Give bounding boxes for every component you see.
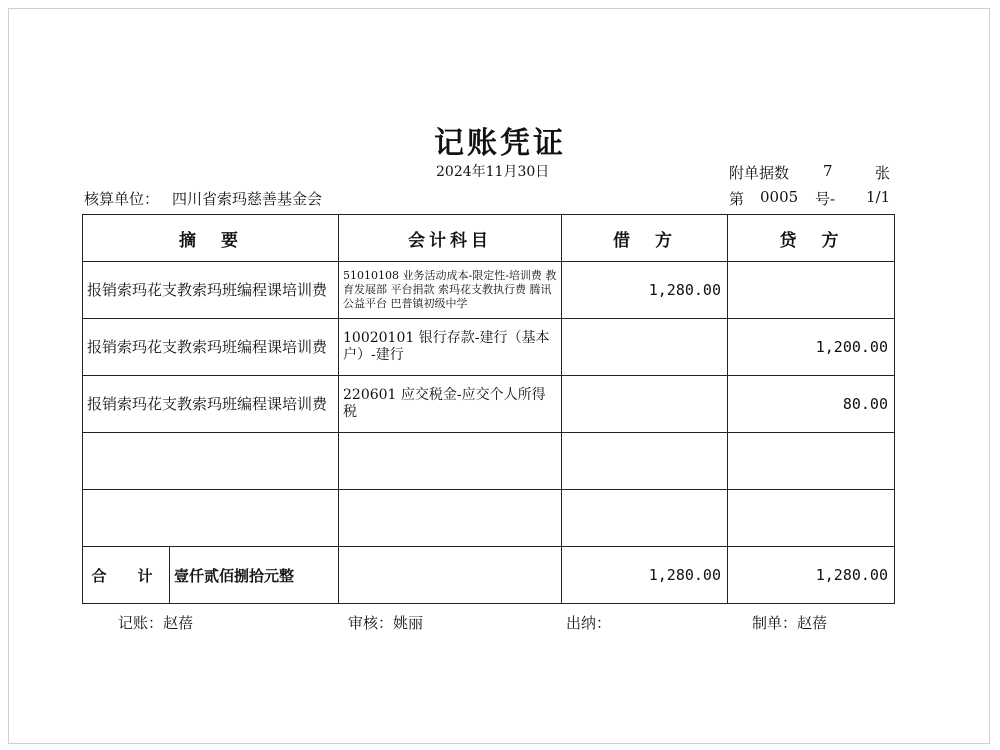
row-credit <box>728 490 895 547</box>
attachments-label: 附单据数 <box>729 164 790 182</box>
row-debit <box>562 490 728 547</box>
row-account: 51010108 业务活动成本-限定性-培训费 教育发展部 平台捐款 索玛花支教执行费 腾讯公益平台 巴普镇初级中学 <box>339 262 562 319</box>
row-credit <box>728 433 895 490</box>
total-row <box>83 547 895 604</box>
row-account: 220601 应交税金-应交个人所得税 <box>339 376 562 433</box>
total-account-spacer <box>339 547 562 604</box>
header-account: 会计科目 <box>339 215 562 262</box>
voucher-no-prefix: 第 <box>729 190 745 208</box>
row-debit: 1,280.00 <box>562 262 728 319</box>
row-credit: 80.00 <box>728 376 895 433</box>
table-header-row <box>83 215 895 262</box>
total-cell <box>83 547 339 604</box>
table-row <box>83 262 895 319</box>
unit-name: 四川省索玛慈善基金会 <box>172 190 323 208</box>
voucher-table <box>82 214 895 604</box>
row-summary <box>83 433 339 490</box>
table-row <box>83 319 895 376</box>
total-credit: 1,280.00 <box>728 547 895 604</box>
row-debit <box>562 319 728 376</box>
row-summary: 报销索玛花支教索玛班编程课培训费 <box>83 319 339 376</box>
voucher-date: 2024年11月30日 <box>436 164 550 180</box>
row-account <box>339 490 562 547</box>
row-debit <box>562 433 728 490</box>
signature-preparer: 制单：赵蓓 <box>752 614 828 632</box>
signature-bookkeeper: 记账：赵蓓 <box>118 614 194 632</box>
total-label: 合 计 <box>83 547 170 603</box>
row-summary: 报销索玛花支教索玛班编程课培训费 <box>83 262 339 319</box>
row-summary: 报销索玛花支教索玛班编程课培训费 <box>83 376 339 433</box>
row-credit: 1,200.00 <box>728 319 895 376</box>
row-debit <box>562 376 728 433</box>
attachments-unit: 张 <box>875 164 891 182</box>
row-account <box>339 433 562 490</box>
voucher-no-number: 0005 <box>760 188 799 206</box>
table-row <box>83 433 895 490</box>
total-words: 壹仟贰佰捌拾元整 <box>174 566 295 585</box>
total-debit: 1,280.00 <box>562 547 728 604</box>
row-credit <box>728 262 895 319</box>
attachments-count: 7 <box>823 162 833 180</box>
row-summary <box>83 490 339 547</box>
unit-label: 核算单位： <box>84 190 160 208</box>
signature-cashier: 出纳： <box>566 614 612 632</box>
signature-reviewer: 审核：姚丽 <box>348 614 424 632</box>
header-summary: 摘 要 <box>83 215 339 262</box>
table-row <box>83 490 895 547</box>
voucher-title: 记账凭证 <box>434 126 566 161</box>
voucher-no-page: 1/1 <box>866 188 891 206</box>
table-row <box>83 376 895 433</box>
voucher-no-suffix: 号- <box>815 190 836 208</box>
row-account: 10020101 银行存款-建行（基本户）-建行 <box>339 319 562 376</box>
header-debit: 借 方 <box>562 215 728 262</box>
header-credit: 贷 方 <box>728 215 895 262</box>
